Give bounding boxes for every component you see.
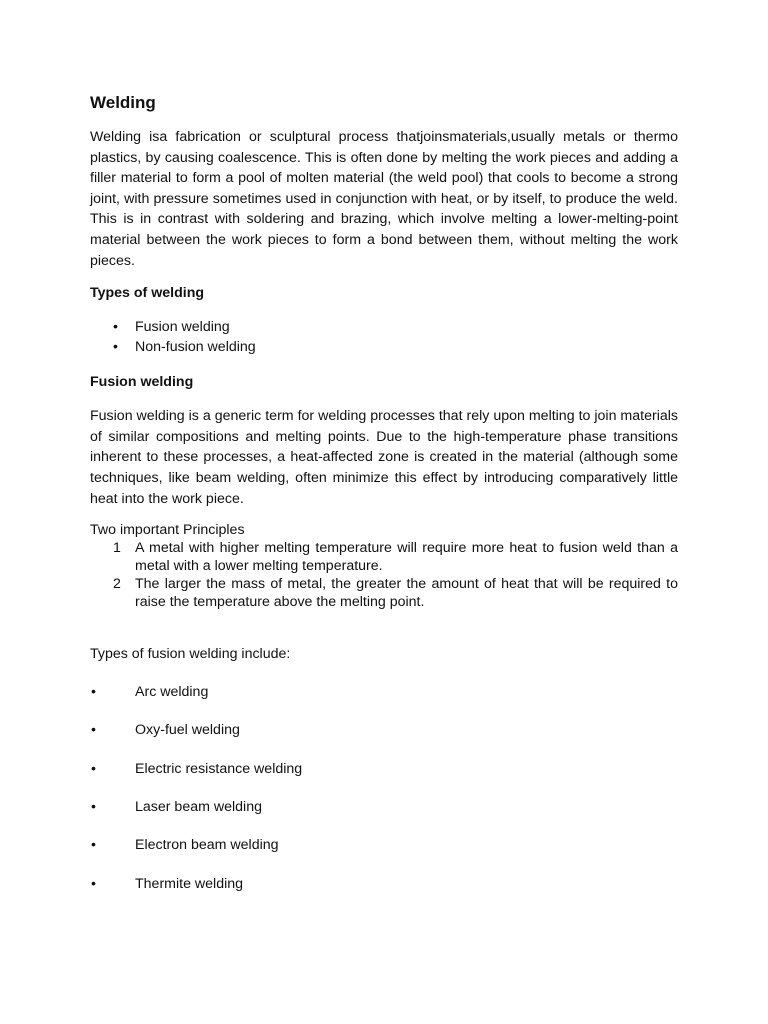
bullet-icon: • bbox=[113, 339, 118, 356]
bullet-icon: • bbox=[91, 875, 96, 892]
principles-label: Two important Principles bbox=[90, 522, 245, 539]
list-item bbox=[90, 797, 678, 817]
bullet-icon: • bbox=[91, 760, 96, 777]
list-item-label: Thermite welding bbox=[135, 875, 244, 892]
list-item bbox=[90, 539, 678, 575]
list-item-label: Electric resistance welding bbox=[135, 760, 303, 777]
fusion-types-list bbox=[90, 682, 678, 894]
list-item bbox=[90, 720, 678, 740]
bullet-icon: • bbox=[91, 798, 96, 815]
types-list bbox=[90, 317, 678, 357]
fusion-paragraph: Fusion welding is a generic term for welding processes that rely upon melting to join materials of similar compositions and melting points. Due to the high-temperature phase transitions inherent to these processes, a heat-affected zone is created in the material (although some techniques, like beam welding, often minimize this effect by introducing comparatively little heat into the work piece. bbox=[90, 408, 678, 507]
list-item bbox=[90, 575, 678, 611]
bullet-icon: • bbox=[91, 837, 96, 854]
bullet-icon: • bbox=[91, 683, 96, 700]
fusion-heading: Fusion welding bbox=[90, 374, 194, 391]
list-number: 2 bbox=[113, 576, 121, 593]
list-item bbox=[90, 337, 678, 357]
document-title: Welding bbox=[90, 93, 156, 112]
list-item bbox=[90, 682, 678, 702]
list-item bbox=[90, 759, 678, 779]
list-item-label: Electron beam welding bbox=[135, 837, 279, 854]
list-item-label: Oxy-fuel welding bbox=[135, 722, 240, 739]
list-item-label: Arc welding bbox=[135, 683, 209, 700]
intro-paragraph: Welding isa fabrication or sculptural process thatjoinsmaterials,usually metals or thermo plastics, by causing coalescence. This is often done by melting the work pieces and adding a filler material to form a pool of molten material (the weld pool) that cools to become a strong joint, with pressure sometimes used in conjunction with heat, or by itself, to produce the weld. This is in contrast with soldering and brazing, which involve melting a lower-melting-point material between the work pieces to form a bond between them, without melting the work pieces. bbox=[90, 129, 678, 269]
bullet-icon: • bbox=[113, 319, 118, 336]
list-item-text: A metal with higher melting temperature will require more heat to fusion weld than a metal with a lower melting temperature. bbox=[135, 540, 678, 575]
list-item-label: Fusion welding bbox=[135, 319, 230, 336]
bullet-icon: • bbox=[91, 722, 96, 739]
list-item-label: Non-fusion welding bbox=[135, 339, 256, 356]
list-item-text: The larger the mass of metal, the greater the amount of heat that will be required to raise the temperature above the melting point. bbox=[135, 576, 678, 611]
list-number: 1 bbox=[113, 540, 121, 557]
list-item-label: Laser beam welding bbox=[135, 798, 262, 815]
types-heading: Types of welding bbox=[90, 285, 205, 302]
fusion-types-label: Types of fusion welding include: bbox=[90, 646, 291, 663]
principles-list bbox=[90, 539, 678, 611]
document-body bbox=[90, 92, 678, 912]
list-item bbox=[90, 835, 678, 855]
list-item bbox=[90, 317, 678, 337]
list-item bbox=[90, 874, 678, 894]
